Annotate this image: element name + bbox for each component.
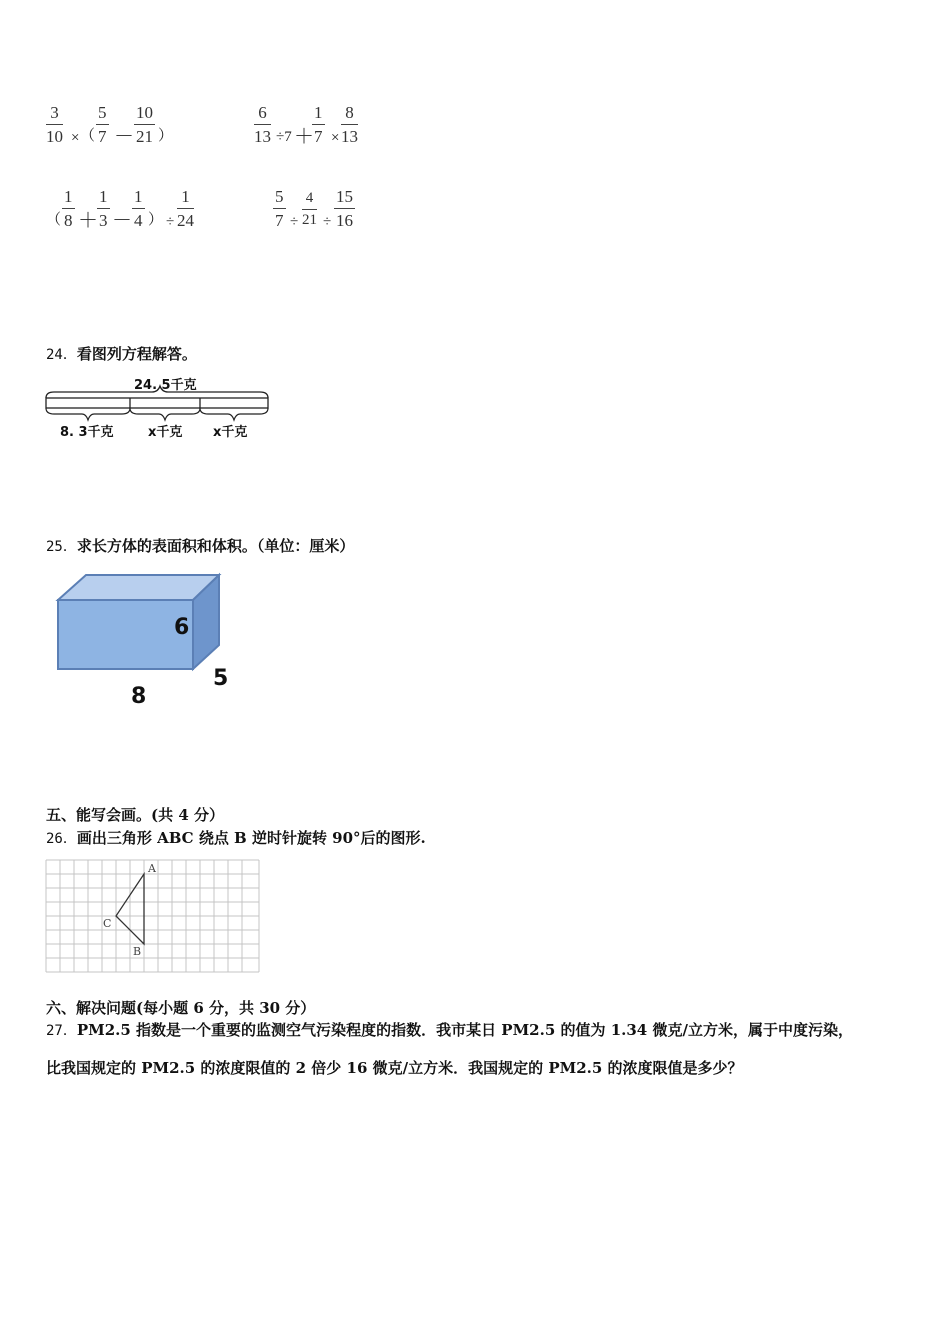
bar-diagram <box>40 372 280 442</box>
section-6-title: 六、解决问题(每小题 6 分，共 30 分） <box>46 999 316 1017</box>
fraction: 15 16 <box>336 187 353 230</box>
fraction: 10 21 <box>136 103 153 146</box>
grid-figure <box>44 858 264 976</box>
left-paren: （ <box>46 212 62 228</box>
question-text: 画出三角形 ABC 绕点 B 逆时针旋转 90°后的图形. <box>76 829 426 847</box>
question-text-line-1: PM2.5 指数是一个重要的监测空气污染程度的指数．我市某日 PM2.5 的值为 1.34 微克/立方米，属于中度污染， <box>76 1021 853 1039</box>
minus-sign: － <box>114 126 134 148</box>
grid-graphic <box>44 858 264 976</box>
part2-weight-label: x千克 <box>148 425 183 440</box>
question-number: 26． <box>46 831 77 847</box>
plus-sign: ＋ <box>78 210 98 232</box>
cuboid-graphic <box>50 568 250 718</box>
fraction: 1 8 <box>64 187 73 230</box>
question-25 <box>46 538 354 555</box>
fraction: 1 3 <box>99 187 108 230</box>
divide-sign: ÷ <box>166 214 175 230</box>
minus-sign: － <box>112 210 132 232</box>
times-sign: × <box>71 130 80 146</box>
fraction: 3 10 <box>46 103 63 146</box>
divide-seven: ÷7 <box>276 129 292 145</box>
plus-sign: ＋ <box>294 126 314 148</box>
divide-sign: ÷ <box>290 214 299 230</box>
section-5-title: 五、能写会画。(共 4 分） <box>46 806 224 824</box>
question-24 <box>46 346 197 363</box>
question-number: 24． <box>46 347 77 363</box>
part3-weight-label: x千克 <box>213 425 248 440</box>
fraction: 1 7 <box>314 103 323 146</box>
times-sign: × <box>331 130 340 146</box>
fraction: 5 7 <box>98 103 107 146</box>
question-27 <box>46 1022 853 1039</box>
right-paren: ） <box>148 212 164 228</box>
question-text: 求长方体的表面积和体积。（单位：厘米） <box>76 537 355 555</box>
fraction: 1 4 <box>134 187 143 230</box>
question-text-line-2: 比我国规定的 PM2.5 的浓度限值的 2 倍少 16 微克/立方米．我国规定的 PM2.5 的浓度限值是多少？ <box>46 1059 743 1077</box>
point-c-label: C <box>103 917 112 930</box>
fraction: 8 13 <box>341 103 358 146</box>
cuboid-figure <box>50 568 250 718</box>
fraction: 4 21 <box>302 190 317 228</box>
fraction: 1 24 <box>177 187 194 230</box>
question-27-line-2 <box>46 1060 743 1077</box>
point-b-label: B <box>133 945 142 958</box>
cuboid-front-face <box>58 600 193 669</box>
fraction: 6 13 <box>254 103 271 146</box>
question-number: 27． <box>46 1023 77 1039</box>
question-26 <box>46 830 426 847</box>
depth-label: 5 <box>213 666 229 691</box>
divide-sign: ÷ <box>323 214 332 230</box>
point-a-label: A <box>148 862 156 875</box>
question-text: 看图列方程解答。 <box>76 345 197 363</box>
length-label: 8 <box>131 684 147 709</box>
question-number: 25． <box>46 539 77 555</box>
part1-weight-label: 8. 3千克 <box>60 425 114 440</box>
fraction: 5 7 <box>275 187 284 230</box>
cuboid-top-face <box>58 575 219 600</box>
right-paren: ） <box>158 128 174 144</box>
left-paren: （ <box>80 128 96 144</box>
total-weight-label: 24. 5千克 <box>134 378 197 393</box>
height-label: 6 <box>174 615 190 640</box>
